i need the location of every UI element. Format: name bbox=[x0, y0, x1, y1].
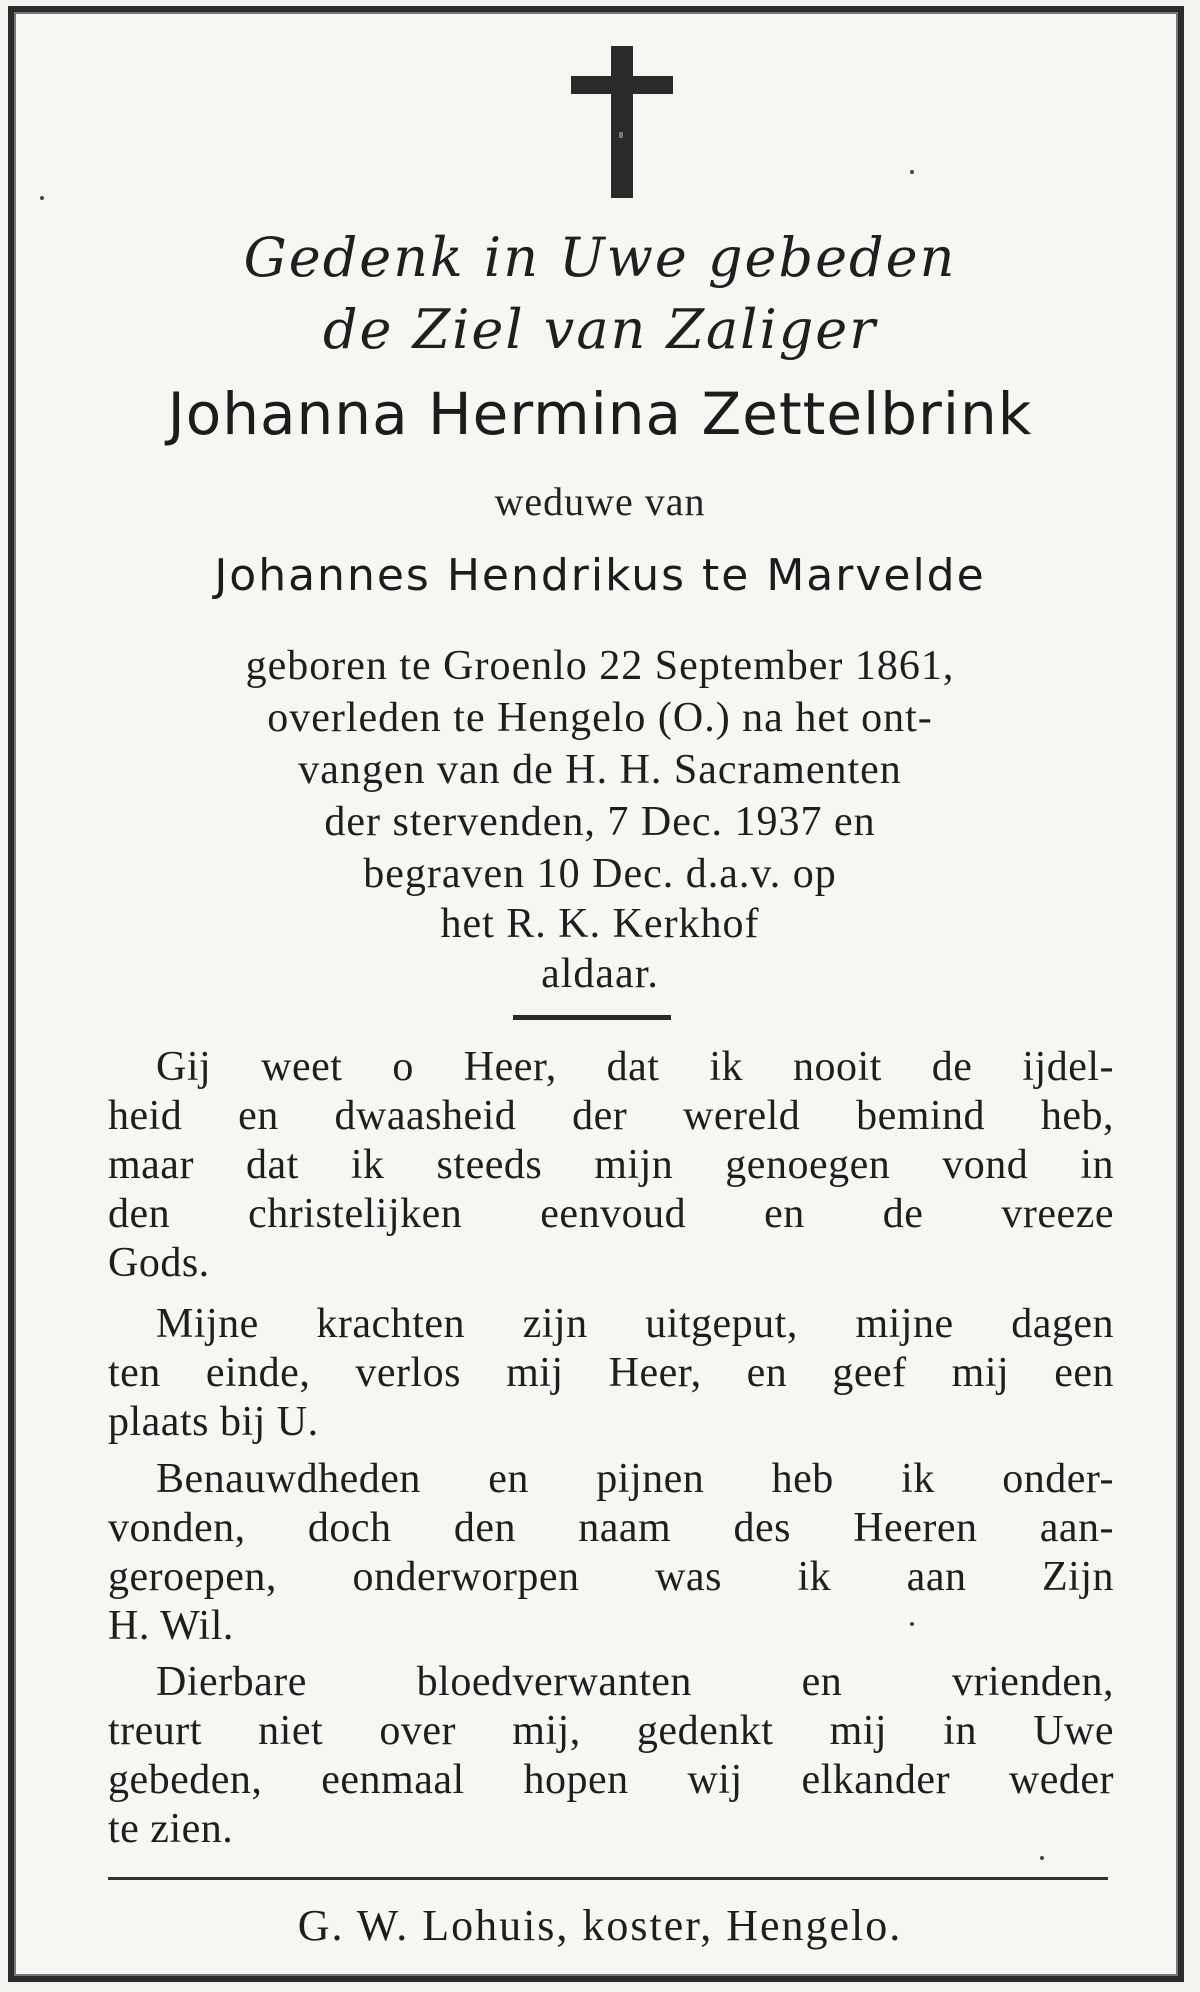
prayer-paragraph-3 bbox=[108, 1455, 1114, 1651]
paragraph-line: maar dat ik steeds mijn genoegen vond in bbox=[108, 1142, 1114, 1188]
deceased-name: Johanna Hermina Zettelbrink bbox=[167, 380, 1033, 448]
paragraph-line: gebeden, eenmaal hopen wij elkander weder bbox=[108, 1757, 1114, 1803]
paragraph-line: ten einde, verlos mij Heer, en geef mij een bbox=[108, 1350, 1114, 1396]
print-speck bbox=[910, 1622, 914, 1626]
print-speck bbox=[910, 170, 914, 174]
divider-short bbox=[513, 1015, 671, 1020]
printer-credit: G. W. Lohuis, koster, Hengelo. bbox=[297, 1901, 903, 1950]
bio-line-final: aldaar. bbox=[541, 951, 659, 997]
paragraph-line: treurt niet over mij, gedenkt mij in Uwe bbox=[108, 1708, 1114, 1754]
spouse-name: Johannes Hendrikus te Marvelde bbox=[214, 550, 986, 601]
paragraph-line: H. Wil. bbox=[108, 1603, 234, 1649]
paragraph-line: Gods. bbox=[108, 1240, 210, 1286]
paragraph-line: heid en dwaasheid der wereld bemind heb, bbox=[108, 1093, 1114, 1139]
prayer-paragraph-1 bbox=[108, 1043, 1114, 1288]
bio-line: vangen van de H. H. Sacramenten bbox=[298, 747, 902, 793]
heading-line-1: Gedenk in Uwe gebeden bbox=[243, 226, 957, 289]
prayer-paragraph-4 bbox=[108, 1658, 1114, 1854]
paragraph-line: te zien. bbox=[108, 1806, 234, 1852]
heading-line-2: de Ziel van Zaliger bbox=[322, 298, 878, 361]
print-speck bbox=[1040, 1856, 1044, 1860]
paragraph-line: Dierbare bloedverwanten en vrienden, bbox=[156, 1659, 1114, 1705]
bio-line: overleden te Hengelo (O.) na het ont- bbox=[267, 695, 933, 741]
relation-text: weduwe van bbox=[494, 479, 706, 524]
bio-line: begraven 10 Dec. d.a.v. op bbox=[363, 851, 837, 897]
bio-line: der stervenden, 7 Dec. 1937 en bbox=[324, 799, 876, 845]
paragraph-line: den christelijken eenvoud en de vreeze bbox=[108, 1191, 1114, 1237]
paragraph-line: vonden, doch den naam des Heeren aan- bbox=[108, 1505, 1114, 1551]
paragraph-line: Mijne krachten zijn uitgeput, mijne dagen bbox=[156, 1301, 1114, 1347]
paragraph-line: geroepen, onderworpen was ik aan Zijn bbox=[108, 1554, 1114, 1600]
print-speck bbox=[40, 196, 44, 200]
prayer-paragraph-2 bbox=[108, 1300, 1114, 1447]
paragraph-line: plaats bij U. bbox=[108, 1399, 319, 1445]
cross-horizontal-bar bbox=[571, 76, 673, 94]
bio-line: het R. K. Kerkhof bbox=[440, 901, 760, 947]
cross-vertical-bar bbox=[611, 46, 633, 198]
divider-long bbox=[108, 1877, 1108, 1880]
bio-line: geboren te Groenlo 22 September 1861, bbox=[245, 643, 955, 689]
paragraph-line: Gij weet o Heer, dat ik nooit de ijdel- bbox=[156, 1044, 1114, 1090]
paragraph-line: Benauwdheden en pijnen heb ik onder- bbox=[156, 1456, 1114, 1502]
cross-highlight bbox=[619, 132, 623, 138]
cross-icon bbox=[567, 42, 677, 202]
